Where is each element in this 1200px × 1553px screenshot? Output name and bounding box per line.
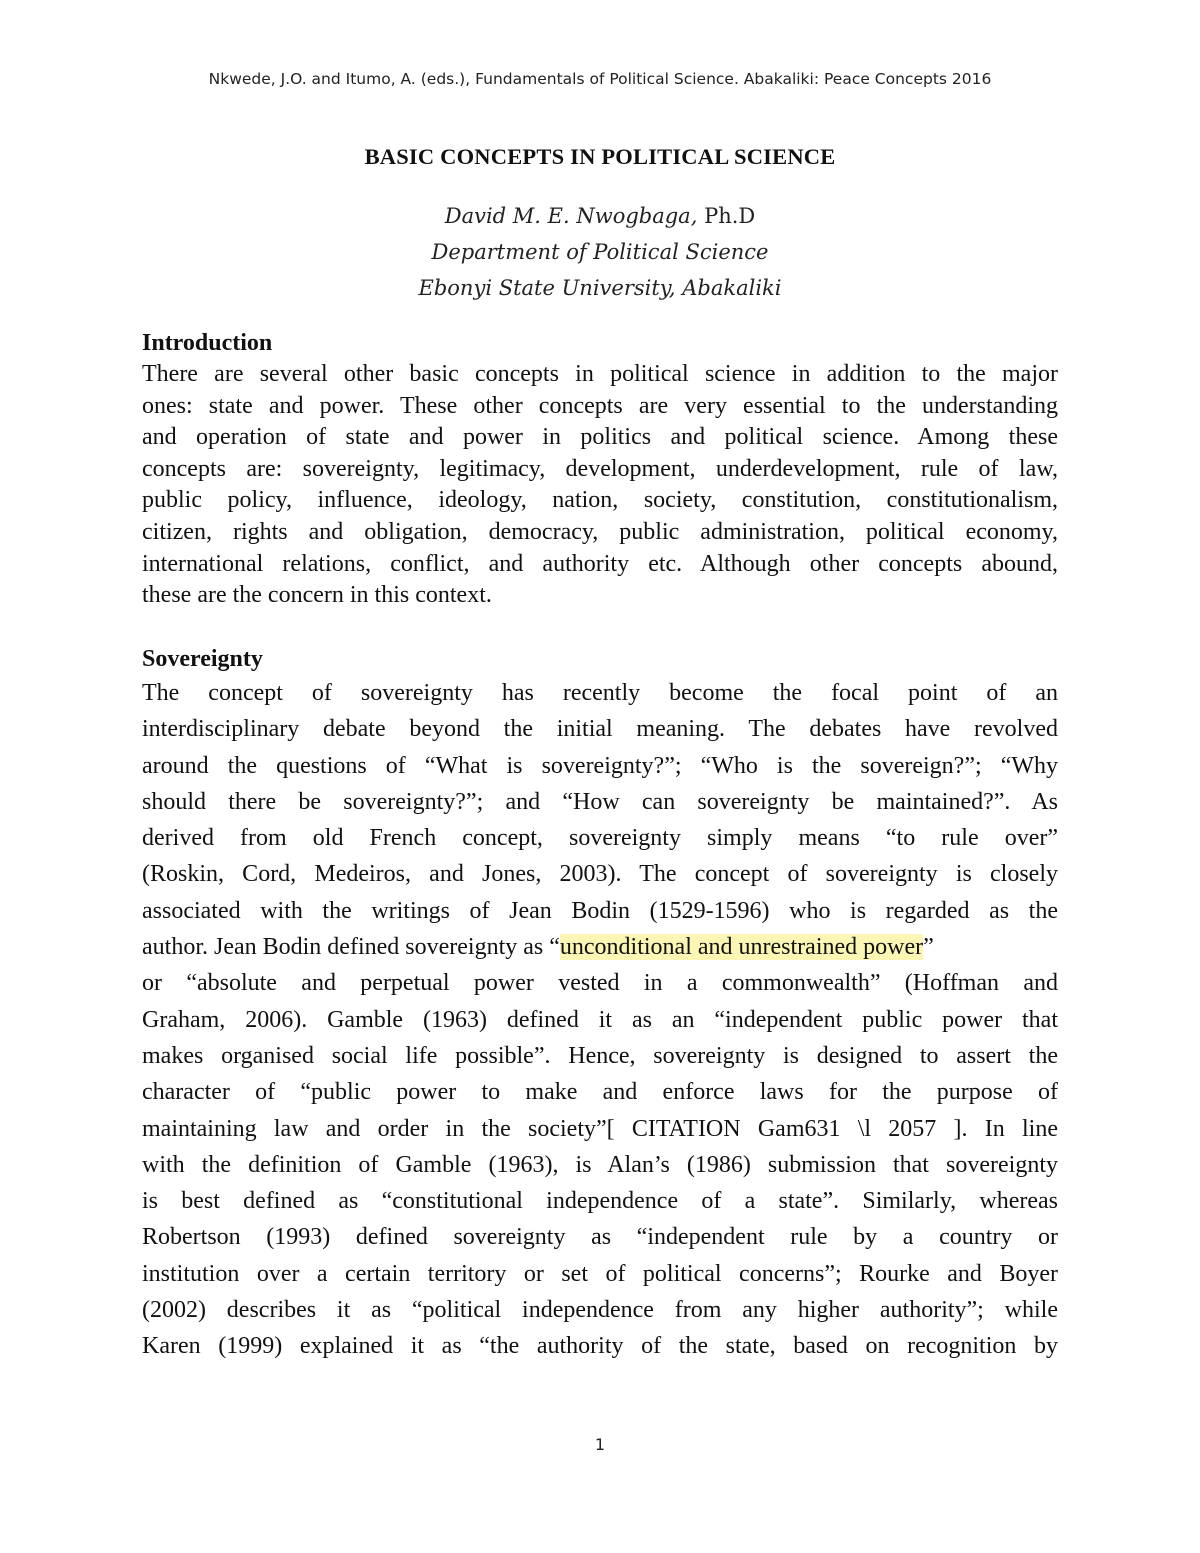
- paragraph-line: these are the concern in this context.: [142, 582, 492, 609]
- author-department: Department of Political Science: [431, 240, 769, 264]
- paragraph-line: associated with the writings of Jean Bodin (1529-1596) who is regarded as the: [142, 897, 1058, 924]
- page-number: 1: [594, 1435, 606, 1454]
- paragraph-line: derived from old French concept, sovereignty simply means “to rule over”: [142, 825, 1058, 852]
- paragraph-line: (Roskin, Cord, Medeiros, and Jones, 2003). The concept of sovereignty is closely: [142, 861, 1058, 888]
- line-text-before: author. Jean Bodin defined sovereignty as “: [142, 934, 560, 961]
- paragraph-line: maintaining law and order in the society”[ CITATION Gam631 \l 2057 ]. In line: [142, 1115, 1058, 1142]
- paragraph-line: Robertson (1993) defined sovereignty as “independent rule by a country or: [142, 1224, 1058, 1251]
- author-block: [0, 198, 1200, 306]
- sovereignty-paragraph: [142, 675, 1058, 1365]
- paragraph-line: is best defined as “constitutional independence of a state”. Similarly, whereas: [142, 1188, 1058, 1215]
- introduction-section: [142, 327, 1058, 612]
- paragraph-line: public policy, influence, ideology, nation, society, constitution, constitutionalism,: [142, 487, 1058, 514]
- paragraph-line: concepts are: sovereignty, legitimacy, development, underdevelopment, rule of law,: [142, 455, 1058, 482]
- paragraph-line: should there be sovereignty?”; and “How can sovereignty be maintained?”. As: [142, 788, 1058, 815]
- paragraph-line: The concept of sovereignty has recently become the focal point of an: [142, 680, 1058, 706]
- paragraph-line: interdisciplinary debate beyond the initial meaning. The debates have revolved: [142, 716, 1058, 743]
- author-university: Ebonyi State University, Abakaliki: [418, 276, 782, 300]
- paragraph-line: character of “public power to make and enforce laws for the purpose of: [142, 1079, 1058, 1106]
- author-line: [0, 198, 1200, 234]
- paragraph-line: makes organised social life possible”. Hence, sovereignty is designed to assert the: [142, 1042, 1058, 1069]
- paragraph-line: There are several other basic concepts in political science in addition to the major: [142, 361, 1058, 387]
- author-name: David M. E. Nwogbaga,: [444, 204, 698, 228]
- paragraph-line: Karen (1999) explained it as “the authority of the state, based on recognition by: [142, 1333, 1058, 1360]
- highlighted-text: unconditional and unrestrained power: [559, 934, 924, 961]
- author-degree: Ph.D: [697, 204, 756, 228]
- running-header: Nkwede, J.O. and Itumo, A. (eds.), Fundamentals of Political Science. Abakaliki: Peace Concepts 2016: [208, 70, 992, 88]
- sovereignty-heading: Sovereignty: [142, 646, 263, 672]
- line-text-after: ”: [923, 934, 934, 961]
- paragraph-line: institution over a certain territory or set of political concerns”; Rourke and Boyer: [142, 1260, 1058, 1287]
- paragraph-line: or “absolute and perpetual power vested in a commonwealth” (Hoffman and: [142, 970, 1058, 997]
- paragraph-line: (2002) describes it as “political independence from any higher authority”; while: [142, 1297, 1058, 1324]
- document-title: BASIC CONCEPTS IN POLITICAL SCIENCE: [364, 144, 836, 169]
- paragraph-line-highlighted: [142, 929, 1058, 965]
- paragraph-line: citizen, rights and obligation, democracy, public administration, political economy,: [142, 518, 1058, 545]
- paragraph-line: and operation of state and power in politics and political science. Among these: [142, 424, 1058, 451]
- paragraph-line: ones: state and power. These other concepts are very essential to the understanding: [142, 392, 1058, 419]
- paragraph-line: Graham, 2006). Gamble (1963) defined it as an “independent public power that: [142, 1006, 1058, 1033]
- introduction-heading: Introduction: [142, 330, 273, 356]
- paragraph-line: international relations, conflict, and authority etc. Although other concepts abound,: [142, 550, 1058, 577]
- paragraph-line: around the questions of “What is sovereignty?”; “Who is the sovereign?”; “Why: [142, 752, 1058, 779]
- sovereignty-section: [142, 643, 1058, 1365]
- introduction-paragraph: [142, 359, 1058, 612]
- paragraph-line: with the definition of Gamble (1963), is Alan’s (1986) submission that sovereignty: [142, 1151, 1058, 1178]
